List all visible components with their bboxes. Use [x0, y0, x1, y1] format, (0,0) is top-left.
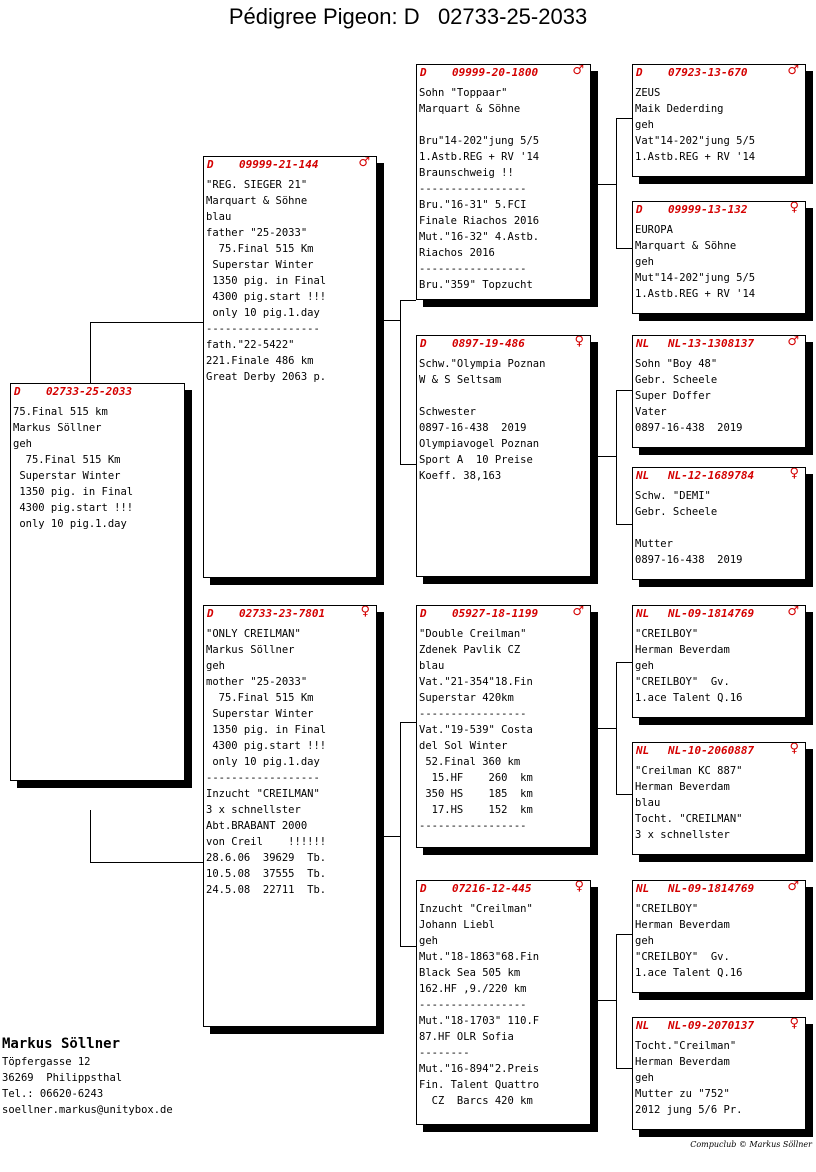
info-line	[419, 388, 590, 404]
card-header	[633, 65, 805, 81]
info-line: 1.Astb.REG + RV '14	[635, 288, 756, 300]
connector-line	[90, 322, 204, 323]
pigeon-info	[635, 1038, 805, 1118]
female-symbol-icon: ♀	[360, 605, 370, 619]
info-line: Finale Riachos 2016	[419, 215, 540, 227]
info-line: Mut"14-202"jung 5/5	[635, 272, 756, 284]
info-line: 75.Final 515 Km	[206, 243, 314, 255]
female-symbol-icon: ♀	[574, 335, 584, 349]
male-symbol-icon: ♂	[787, 605, 799, 619]
pigeon-info	[635, 85, 805, 165]
info-line: Inzucht "Creilman"	[419, 903, 533, 915]
info-line: 87.HF OLR Sofia	[419, 1031, 514, 1043]
ring-number: 09999-21-144	[239, 158, 319, 171]
info-line: Super Doffer	[635, 390, 711, 402]
info-line: mother "25-2033"	[206, 676, 308, 688]
ring-number: NL-10-2060887	[668, 744, 755, 757]
info-line: only 10 pig.1.day	[206, 307, 320, 319]
connector-line	[376, 836, 400, 837]
info-line: Marquart & Söhne	[419, 103, 521, 115]
info-line	[635, 520, 805, 536]
info-line: Herman Beverdam	[635, 781, 730, 793]
country-code: NL	[636, 607, 650, 620]
pigeon-info	[419, 85, 590, 293]
pigeon-card-mmf	[632, 880, 806, 993]
info-line: -----------------	[419, 183, 527, 195]
card-header	[417, 336, 590, 352]
pigeon-card-ffm	[632, 201, 806, 314]
ring-number: 05927-18-1199	[452, 607, 539, 620]
info-line: "ONLY CREILMAN"	[206, 628, 301, 640]
male-symbol-icon: ♂	[787, 335, 799, 349]
country-code: D	[420, 337, 427, 350]
connector-line	[90, 322, 91, 384]
info-line: -----------------	[419, 820, 527, 832]
info-line: Bru."16-31" 5.FCI	[419, 199, 527, 211]
pigeon-info	[419, 626, 590, 834]
info-line: 24.5.08 22711 Tb.	[206, 884, 327, 896]
connector-line	[616, 934, 617, 1068]
info-line: 4300 pig.start !!!	[206, 740, 327, 752]
info-line: Sohn "Boy 48"	[635, 358, 718, 370]
info-line: -----------------	[419, 999, 527, 1011]
info-line: blau	[419, 660, 445, 672]
info-line: Tocht. "CREILMAN"	[635, 813, 743, 825]
connector-line	[616, 118, 632, 119]
card-header	[417, 606, 590, 622]
info-line: Marquart & Söhne	[206, 195, 308, 207]
pigeon-card-mother	[203, 605, 377, 1027]
info-line: Herman Beverdam	[635, 919, 730, 931]
owner-phone: Tel.: 06620-6243	[2, 1088, 104, 1100]
pigeon-info	[419, 356, 590, 484]
pigeon-info	[206, 177, 376, 385]
info-line: 1.Astb.REG + RV '14	[635, 151, 756, 163]
owner-email: soellner.markus@unitybox.de	[2, 1104, 173, 1116]
owner-city: 36269 Philippsthal	[2, 1072, 123, 1084]
info-line: 3 x schnellster	[206, 804, 301, 816]
info-line: Braunschweig !!	[419, 167, 514, 179]
owner-street: Töpfergasse 12	[2, 1056, 91, 1068]
card-header	[204, 606, 376, 622]
ring-number: 02733-25-2033	[46, 385, 133, 398]
info-line: Schw."Olympia Poznan	[419, 358, 546, 370]
info-line: Black Sea 505 km	[419, 967, 521, 979]
owner-block	[2, 1034, 173, 1118]
info-line: "CREILBOY" Gv.	[635, 676, 730, 688]
country-code: D	[207, 607, 214, 620]
male-symbol-icon: ♂	[358, 156, 370, 170]
ring-number: NL-12-1689784	[668, 469, 755, 482]
info-line: Mut."18-1863"68.Fin	[419, 951, 540, 963]
info-line: fath."22-5422"	[206, 339, 295, 351]
info-line: 15.HF 260 km	[419, 772, 533, 784]
info-line: Johann Liebl	[419, 919, 495, 931]
info-line: Tocht."Creilman"	[635, 1040, 737, 1052]
connector-line	[400, 946, 416, 947]
info-line: "CREILBOY"	[635, 628, 699, 640]
country-code: D	[636, 203, 643, 216]
info-line: Riachos 2016	[419, 247, 495, 259]
connector-line	[90, 862, 204, 863]
info-line: Superstar Winter	[13, 470, 121, 482]
info-line: CZ Barcs 420 km	[419, 1095, 533, 1107]
connector-line	[400, 300, 401, 464]
info-line: "CREILBOY" Gv.	[635, 951, 730, 963]
pigeon-info	[635, 222, 805, 302]
connector-line	[616, 662, 617, 794]
info-line: 1350 pig. in Final	[206, 275, 327, 287]
pigeon-info	[635, 488, 805, 568]
info-line: 4300 pig.start !!!	[13, 502, 134, 514]
connector-line	[616, 934, 632, 935]
connector-line	[590, 184, 616, 185]
pigeon-card-mfm	[632, 742, 806, 855]
info-line: geh	[635, 1072, 654, 1084]
info-line: Vater	[635, 406, 667, 418]
info-line: del Sol Winter	[419, 740, 508, 752]
info-line: only 10 pig.1.day	[13, 518, 127, 530]
info-line: Gebr. Scheele	[635, 506, 718, 518]
pigeon-card-mff	[632, 605, 806, 718]
info-line: "CREILBOY"	[635, 903, 699, 915]
card-header	[633, 202, 805, 218]
info-line: Olympiavogel Poznan	[419, 438, 540, 450]
info-line: 221.Finale 486 km	[206, 355, 314, 367]
pigeon-card-fmf	[632, 335, 806, 448]
info-line: Marquart & Söhne	[635, 240, 737, 252]
info-line: Fin. Talent Quattro	[419, 1079, 540, 1091]
info-line: Great Derby 2063 p.	[206, 371, 327, 383]
info-line: -----------------	[419, 708, 527, 720]
connector-line	[616, 662, 632, 663]
info-line: 10.5.08 37555 Tb.	[206, 868, 327, 880]
connector-line	[400, 722, 416, 723]
ring-number: NL-09-1814769	[668, 882, 755, 895]
female-symbol-icon: ♀	[789, 742, 799, 756]
info-line: "REG. SIEGER 21"	[206, 179, 308, 191]
info-line: Sport A 10 Preise	[419, 454, 533, 466]
female-symbol-icon: ♀	[789, 467, 799, 481]
info-line: Superstar 420km	[419, 692, 514, 704]
pigeon-info	[13, 404, 184, 532]
female-symbol-icon: ♀	[789, 1017, 799, 1031]
info-line: 0897-16-438 2019	[419, 422, 527, 434]
info-line: Koeff. 38,163	[419, 470, 502, 482]
ring-number: 02733-23-7801	[239, 607, 326, 620]
info-line: geh	[635, 119, 654, 131]
info-line: Sohn "Toppaar"	[419, 87, 508, 99]
info-line: Mut."16-32" 4.Astb.	[419, 231, 540, 243]
connector-line	[376, 320, 400, 321]
info-line: Markus Söllner	[13, 422, 102, 434]
pigeon-info	[635, 626, 805, 706]
info-line: geh	[635, 256, 654, 268]
info-line: Inzucht "CREILMAN"	[206, 788, 320, 800]
pigeon-card-fm	[416, 335, 591, 577]
country-code: NL	[636, 882, 650, 895]
connector-line	[590, 1000, 616, 1001]
info-line: Zdenek Pavlik CZ	[419, 644, 521, 656]
info-line: blau	[635, 797, 661, 809]
info-line: 3 x schnellster	[635, 829, 730, 841]
pigeon-card-fmm	[632, 467, 806, 580]
pigeon-info	[419, 901, 590, 1109]
ring-number: 07923-13-670	[668, 66, 748, 79]
info-line: Superstar Winter	[206, 259, 314, 271]
info-line: Mut."16-894"2.Preis	[419, 1063, 540, 1075]
pigeon-info	[635, 356, 805, 436]
connector-line	[590, 728, 616, 729]
info-line: geh	[13, 438, 32, 450]
info-line: geh	[206, 660, 225, 672]
info-line: "Creilman KC 887"	[635, 765, 743, 777]
card-header	[417, 881, 590, 897]
info-line: only 10 pig.1.day	[206, 756, 320, 768]
info-line: 52.Final 360 km	[419, 756, 521, 768]
info-line: Bru"14-202"jung 5/5	[419, 135, 540, 147]
info-line: Vat."21-354"18.Fin	[419, 676, 533, 688]
info-line: W & S Seltsam	[419, 374, 502, 386]
male-symbol-icon: ♂	[572, 605, 584, 619]
info-line: 0897-16-438 2019	[635, 554, 743, 566]
male-symbol-icon: ♂	[572, 64, 584, 78]
connector-line	[616, 1068, 632, 1069]
male-symbol-icon: ♂	[787, 880, 799, 894]
info-line: Gebr. Scheele	[635, 374, 718, 386]
info-line: 75.Final 515 Km	[206, 692, 314, 704]
country-code: NL	[636, 744, 650, 757]
pigeon-card-fff	[632, 64, 806, 177]
pigeon-info	[635, 901, 805, 981]
info-line: Superstar Winter	[206, 708, 314, 720]
info-line: Mutter	[635, 538, 673, 550]
connector-line	[400, 722, 401, 946]
info-line	[419, 117, 590, 133]
male-symbol-icon: ♂	[787, 64, 799, 78]
card-header	[633, 606, 805, 622]
info-line: 162.HF ,9./220 km	[419, 983, 527, 995]
country-code: D	[420, 607, 427, 620]
connector-line	[90, 810, 91, 862]
female-symbol-icon: ♀	[789, 201, 799, 215]
country-code: D	[636, 66, 643, 79]
info-line: 0897-16-438 2019	[635, 422, 743, 434]
info-line: Vat"14-202"jung 5/5	[635, 135, 756, 147]
country-code: D	[420, 66, 427, 79]
pigeon-card-father	[203, 156, 377, 578]
connector-line	[400, 300, 416, 301]
connector-line	[400, 464, 416, 465]
info-line: Schw. "DEMI"	[635, 490, 711, 502]
ring-number: 0897-19-486	[452, 337, 525, 350]
info-line: Vat."19-539" Costa	[419, 724, 533, 736]
connector-line	[590, 456, 616, 457]
info-line: 1.ace Talent Q.16	[635, 967, 743, 979]
info-line: 75.Final 515 Km	[13, 454, 121, 466]
country-code: D	[420, 882, 427, 895]
footer-credit: Compuclub © Markus Söllner	[690, 1140, 812, 1149]
info-line: -----------------	[419, 263, 527, 275]
connector-line	[616, 524, 632, 525]
pigeon-card-subject	[10, 383, 185, 781]
info-line: father "25-2033"	[206, 227, 308, 239]
info-line: 4300 pig.start !!!	[206, 291, 327, 303]
info-line: EUROPA	[635, 224, 673, 236]
ring-number: 09999-20-1800	[452, 66, 539, 79]
info-line: ZEUS	[635, 87, 661, 99]
info-line: blau	[206, 211, 232, 223]
pigeon-info	[206, 626, 376, 898]
card-header	[633, 1018, 805, 1034]
info-line: 75.Final 515 km	[13, 406, 108, 418]
ring-number: NL-09-2070137	[668, 1019, 755, 1032]
country-code: D	[14, 385, 21, 398]
country-code: NL	[636, 1019, 650, 1032]
ring-number: NL-13-1308137	[668, 337, 755, 350]
info-line: 17.HS 152 km	[419, 804, 533, 816]
info-line: Herman Beverdam	[635, 644, 730, 656]
info-line: 1350 pig. in Final	[206, 724, 327, 736]
card-header	[633, 881, 805, 897]
info-line: Herman Beverdam	[635, 1056, 730, 1068]
page-title: Pédigree Pigeon: D 02733-25-2033	[228, 4, 588, 29]
ring-number: 07216-12-445	[452, 882, 532, 895]
info-line: Schwester	[419, 406, 476, 418]
card-header	[633, 743, 805, 759]
connector-line	[616, 794, 632, 795]
ring-number: 09999-13-132	[668, 203, 748, 216]
info-line: ------------------	[206, 772, 320, 784]
info-line: geh	[419, 935, 438, 947]
card-header	[11, 384, 184, 400]
card-header	[633, 468, 805, 484]
card-header	[204, 157, 376, 173]
country-code: D	[207, 158, 214, 171]
info-line: 1350 pig. in Final	[13, 486, 134, 498]
connector-line	[616, 118, 617, 248]
info-line: --------	[419, 1047, 470, 1059]
info-line: Abt.BRABANT 2000	[206, 820, 308, 832]
card-header	[633, 336, 805, 352]
info-line: 1.Astb.REG + RV '14	[419, 151, 540, 163]
info-line: Bru."359" Topzucht	[419, 279, 533, 291]
info-line: "Double Creilman"	[419, 628, 527, 640]
connector-line	[616, 390, 617, 524]
country-code: NL	[636, 337, 650, 350]
ring-number: NL-09-1814769	[668, 607, 755, 620]
info-line: Maik Dederding	[635, 103, 724, 115]
pigeon-info	[635, 763, 805, 843]
info-line: von Creil !!!!!!	[206, 836, 327, 848]
card-header	[417, 65, 590, 81]
info-line: geh	[635, 935, 654, 947]
owner-name: Markus Söllner	[2, 1036, 121, 1052]
female-symbol-icon: ♀	[574, 880, 584, 894]
info-line: ------------------	[206, 323, 320, 335]
connector-line	[616, 390, 632, 391]
info-line: 1.ace Talent Q.16	[635, 692, 743, 704]
pigeon-card-mf	[416, 605, 591, 848]
info-line: geh	[635, 660, 654, 672]
country-code: NL	[636, 469, 650, 482]
info-line: Mutter zu "752"	[635, 1088, 730, 1100]
pigeon-card-ff	[416, 64, 591, 300]
pigeon-card-mmm	[632, 1017, 806, 1130]
info-line: 28.6.06 39629 Tb.	[206, 852, 327, 864]
info-line: 350 HS 185 km	[419, 788, 533, 800]
connector-line	[616, 248, 632, 249]
pigeon-card-mm	[416, 880, 591, 1125]
info-line: 2012 jung 5/6 Pr.	[635, 1104, 743, 1116]
info-line: Mut."18-1703" 110.F	[419, 1015, 540, 1027]
info-line: Markus Söllner	[206, 644, 295, 656]
